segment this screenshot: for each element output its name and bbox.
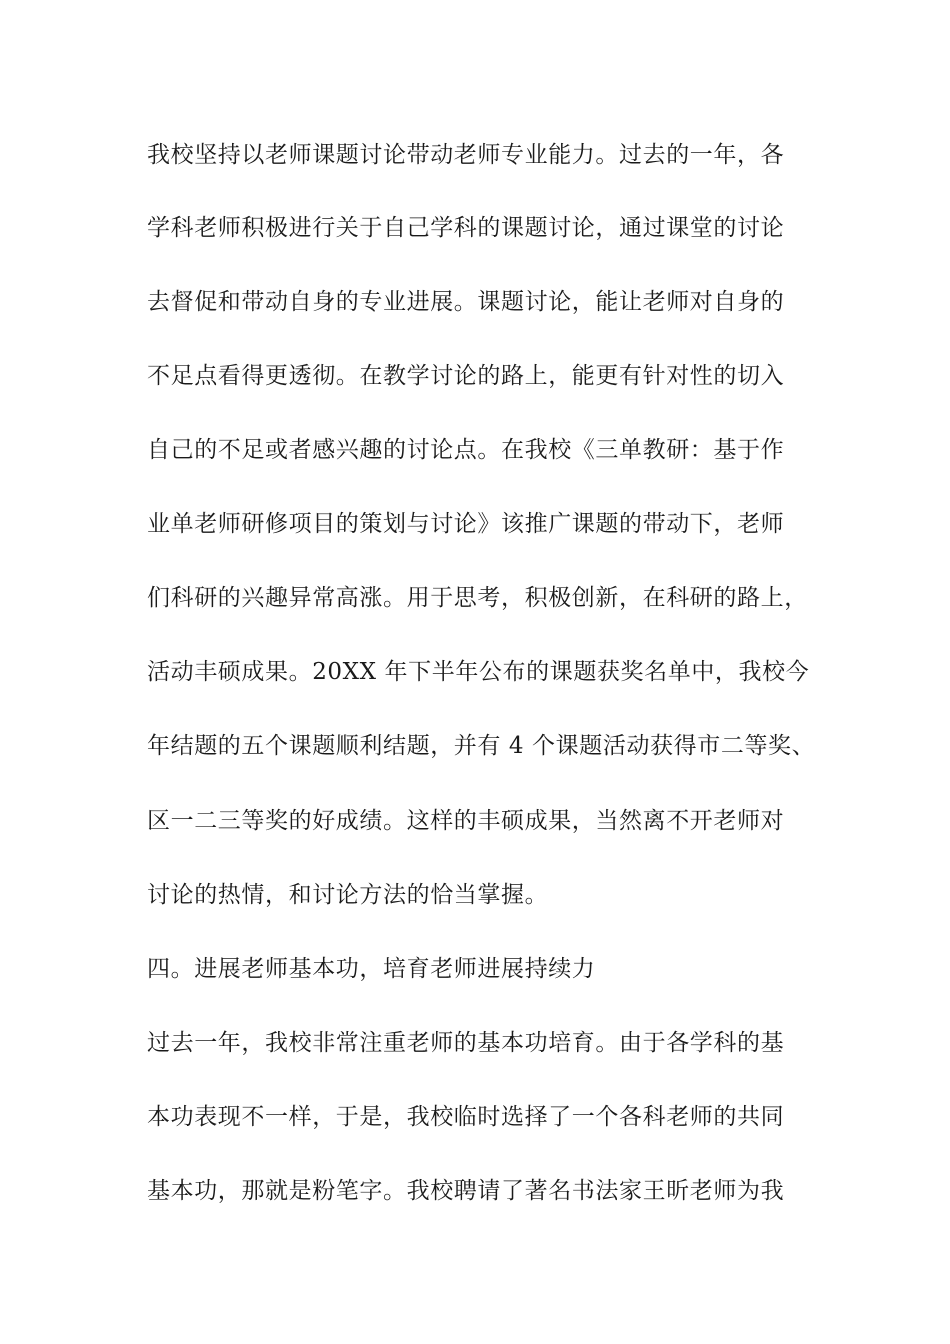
paragraph-line: 年结题的五个课题顺利结题，并有 4 个课题活动获得市二等奖、 bbox=[147, 733, 816, 759]
paragraph-line: 学科老师积极进行关于自己学科的课题讨论，通过课堂的讨论 bbox=[147, 215, 785, 241]
paragraph-line: 活动丰硕成果。20XX 年下半年公布的课题获奖名单中，我校今 bbox=[147, 659, 810, 685]
paragraph-line: 基本功，那就是粉笔字。我校聘请了著名书法家王昕老师为我 bbox=[147, 1178, 785, 1204]
paragraph-line: 本功表现不一样，于是，我校临时选择了一个各科老师的共同 bbox=[147, 1104, 785, 1130]
paragraph-line: 区一二三等奖的好成绩。这样的丰硕成果，当然离不开老师对 bbox=[147, 808, 785, 834]
paragraph-line: 自己的不足或者感兴趣的讨论点。在我校《三单教研：基于作 bbox=[147, 437, 785, 463]
paragraph-line: 去督促和带动自身的专业进展。课题讨论，能让老师对自身的 bbox=[147, 289, 785, 315]
paragraph-line: 们科研的兴趣异常高涨。用于思考，积极创新，在科研的路上， bbox=[147, 585, 808, 611]
paragraph-line: 业单老师研修项目的策划与讨论》该推广课题的带动下，老师 bbox=[147, 511, 785, 537]
paragraph-line: 过去一年，我校非常注重老师的基本功培育。由于各学科的基 bbox=[147, 1030, 785, 1056]
paragraph-line: 讨论的热情，和讨论方法的恰当掌握。 bbox=[147, 882, 549, 908]
paragraph-line: 我校坚持以老师课题讨论带动老师专业能力。过去的一年，各 bbox=[147, 142, 785, 168]
paragraph-line: 不足点看得更透彻。在教学讨论的路上，能更有针对性的切入 bbox=[147, 363, 785, 389]
section-heading: 四。进展老师基本功，培育老师进展持续力 bbox=[147, 956, 596, 982]
